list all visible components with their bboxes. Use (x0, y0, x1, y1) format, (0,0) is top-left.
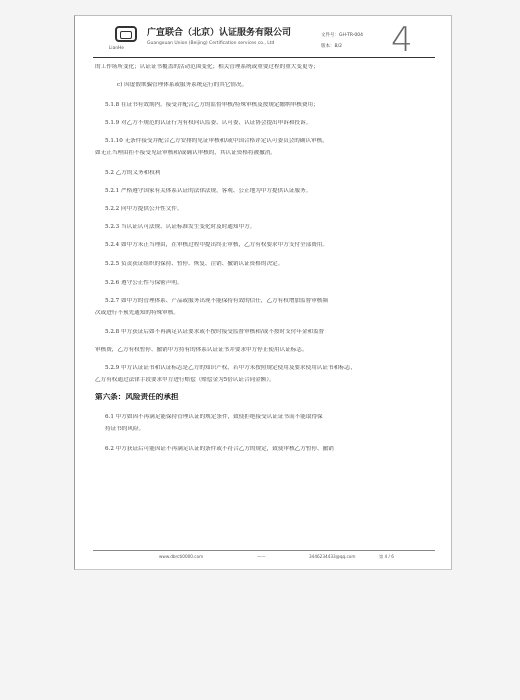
document-page (74, 15, 452, 570)
company-logo-icon (115, 26, 137, 42)
body-text-line: 5.1.9 对乙方不规范的认证行为有权向认监委、认可委、认证协会提出申诉和投诉。 (105, 120, 312, 126)
footer-separator: —— (257, 554, 266, 559)
body-text-line: 5.2.8 甲方获证后如不再满足认证要求或不按时接受监督审核和/或不按时支付年金和监督 (105, 329, 325, 335)
logo-caption: LianHe (109, 45, 124, 50)
body-text-line: 5.2.1 严格遵守国家有关体系认证的法律法规，客观、公正地为甲方提供认证服务。 (105, 188, 312, 194)
footer-page-count: 第 4 / 6 (379, 554, 394, 559)
body-text-line: 5.2.6 遵守公正性与保密声明。 (105, 280, 183, 286)
footer-email: 3446234433@qq.com (309, 554, 356, 559)
body-text-line: 6.1 甲方如因不再满足能保持管理认证的规定条件，致使拒绝接受认证证书而不能取得保 (105, 414, 323, 420)
body-text-line: 5.1.10 无条件接受并配合乙方安排的见证审核和/或中国合格评定认可委员会的确认审核。 (105, 138, 328, 144)
footer-divider (93, 550, 435, 551)
header-divider (93, 57, 435, 58)
company-name-english: Guangxuan Union (Beijing) Certification services co., Ltd (147, 41, 275, 46)
body-text-line: 5.2.7 如甲方的管理体系、产品或服务出现不能保持有效的信任，乙方有权增加监督审核频 (105, 298, 328, 304)
letterhead (75, 16, 451, 58)
body-text-line: 5.2.5 负责获证组织的保持、暂停、恢复、注销、撤销认证资格的决定。 (105, 261, 284, 267)
body-text-line: 5.2 乙方的义务和权利 (105, 170, 161, 176)
body-text-line: c) 因虚假欺骗管理体系或服务系统运行的其它情况。 (117, 82, 248, 88)
document-version: 版本：B/2 (321, 44, 342, 49)
section-heading: 第六条：风险责任的承担 (95, 393, 179, 400)
body-text-line: 持证书的风险。 (105, 426, 145, 432)
page-number-large: 4 (391, 20, 413, 60)
body-text-line: 次或进行不预先通知的特殊审核。 (95, 310, 179, 316)
footer-website: www.dbrcti0000.com (159, 554, 204, 559)
body-text-line: 如无正当理由拒不接受见证审核和/或确认审核的，其认证资格将被撤消。 (95, 150, 276, 156)
body-text-line: 审核费，乙方有权暂停、撤销甲方持有的体系认证证书并要求甲方停止使用认证标志。 (95, 347, 308, 353)
document-number: 文件号：GH-TR-004 (321, 33, 363, 38)
body-text-line: 乙方有权通过法律手段要求甲方进行赔偿（赔偿金为5倍认证合同金额）。 (95, 377, 275, 383)
body-text-line: 6.2 甲方获证后可能因证不再满足认证的条件或不符合乙方的规定，致使审核乙方暂停、撤销 (105, 446, 334, 452)
body-text-line: 5.2.3 当认证认可法规、认证标准发生变化时及时通知甲方。 (105, 224, 256, 230)
company-name-chinese: 广宣联合（北京）认证服务有限公司 (147, 28, 292, 38)
body-text-line: 5.1.8 在证书有效期内，接受并配合乙方的监督审核/特殊审核及按规定缴纳审核费用； (105, 102, 319, 108)
body-text-line: 5.2.4 如甲方未正当理由，在审核过程中提出终止审核，乙方有权要求甲方支付全部费用。 (105, 242, 328, 248)
body-text-line: 的工作场所变化；认证证书覆盖的活动范围变化；相关管理系统或重要过程的重大变更等； (95, 64, 319, 70)
body-text-line: 5.2.9 甲方认证证书和认证标志是乙方的知识产权，若甲方未按照规定使用及要求使用认证书和标志， (105, 365, 356, 371)
body-text-line: 5.2.2 向甲方提供公开性文件。 (105, 206, 183, 212)
